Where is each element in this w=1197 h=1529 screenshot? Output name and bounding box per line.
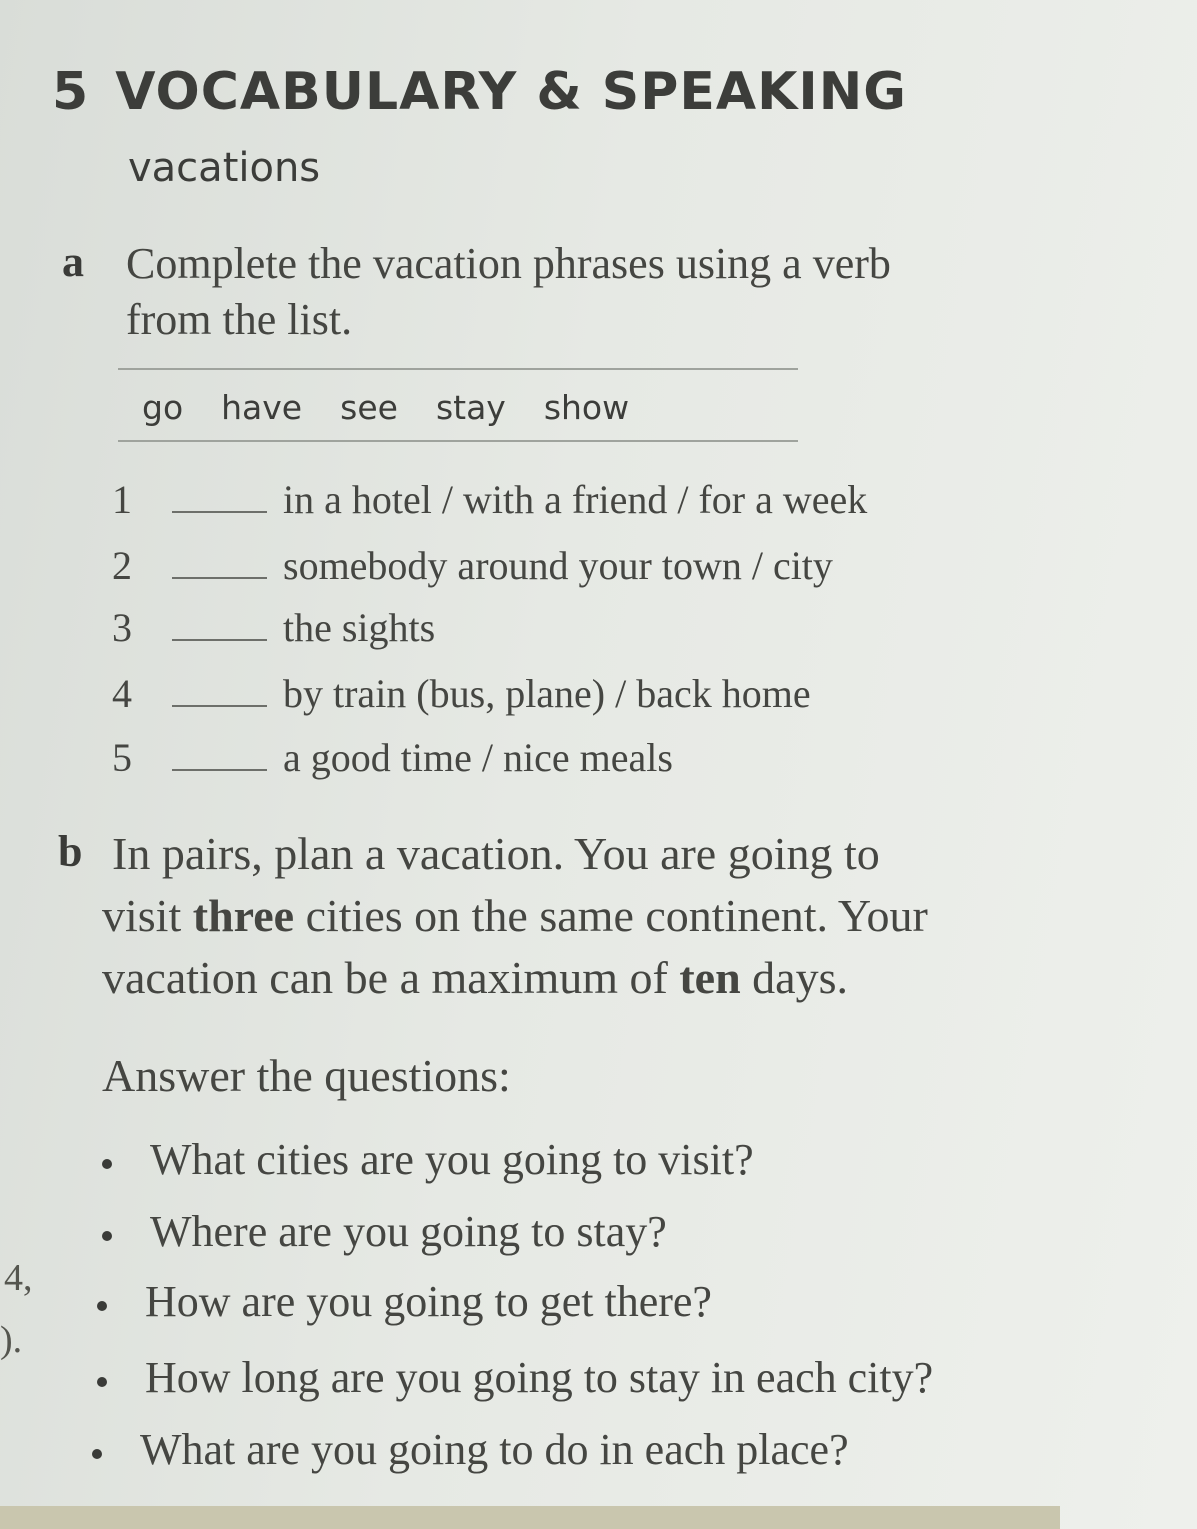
exercise-a-instruction-line1: Complete the vacation phrases using a verb bbox=[126, 239, 891, 288]
item-number: 1 bbox=[112, 477, 132, 522]
bullet-icon bbox=[102, 1231, 112, 1241]
question-item bbox=[102, 1206, 667, 1257]
question-text: How are you going to get there? bbox=[145, 1277, 712, 1326]
answer-blank[interactable] bbox=[172, 701, 267, 707]
word-box bbox=[142, 388, 667, 427]
exercise-a-instruction-line2: from the list. bbox=[126, 295, 353, 344]
word-see: see bbox=[340, 388, 398, 427]
item-number: 5 bbox=[112, 735, 132, 780]
page-bottom-edge bbox=[0, 1506, 1060, 1529]
handwritten-margin-mark: ). bbox=[0, 1319, 23, 1361]
item-text: by train (bus, plane) / back home bbox=[283, 671, 811, 716]
answer-questions-heading: Answer the questions: bbox=[102, 1050, 511, 1101]
section-heading bbox=[52, 62, 907, 122]
exercise-b-line2-post: cities on the same continent. Your bbox=[294, 890, 928, 941]
item-text: a good time / nice meals bbox=[283, 735, 673, 780]
question-item bbox=[97, 1276, 712, 1327]
exercise-b-line1: In pairs, plan a vacation. You are going to bbox=[112, 828, 880, 879]
word-stay: stay bbox=[435, 388, 506, 427]
word-show: show bbox=[543, 388, 630, 427]
item-number: 3 bbox=[112, 605, 132, 650]
emphasis-three: three bbox=[192, 890, 295, 941]
item-number: 2 bbox=[112, 543, 132, 588]
bullet-icon bbox=[92, 1449, 102, 1459]
answer-blank[interactable] bbox=[172, 635, 267, 641]
word-box-top-rule bbox=[118, 368, 798, 370]
answer-blank[interactable] bbox=[172, 573, 267, 579]
phrase-item bbox=[112, 476, 867, 526]
answer-blank[interactable] bbox=[172, 507, 267, 513]
exercise-b-letter: b bbox=[58, 827, 83, 876]
phrase-item bbox=[112, 670, 811, 720]
item-text: somebody around your town / city bbox=[283, 543, 833, 588]
question-text: What are you going to do in each place? bbox=[140, 1425, 849, 1474]
question-item bbox=[102, 1134, 754, 1185]
exercise-b-line3-post: days. bbox=[740, 952, 848, 1003]
item-text: the sights bbox=[283, 605, 436, 650]
section-title: VOCABULARY & SPEAKING bbox=[115, 62, 907, 122]
item-text: in a hotel / with a friend / for a week bbox=[283, 477, 868, 522]
question-text: How long are you going to stay in each city? bbox=[145, 1353, 934, 1402]
answer-blank[interactable] bbox=[172, 765, 267, 771]
word-have: have bbox=[221, 388, 303, 427]
phrase-item bbox=[112, 542, 833, 592]
phrase-item bbox=[112, 734, 673, 784]
item-number: 4 bbox=[112, 671, 132, 716]
phrase-item bbox=[112, 604, 435, 654]
emphasis-ten: ten bbox=[679, 952, 741, 1003]
word-box-bottom-rule bbox=[118, 440, 798, 442]
handwritten-margin-mark: 4, bbox=[4, 1257, 33, 1299]
exercise-a-letter: a bbox=[62, 237, 84, 286]
exercise-b-line2-pre: visit bbox=[102, 890, 193, 941]
question-item bbox=[92, 1424, 849, 1475]
bullet-icon bbox=[102, 1159, 112, 1169]
exercise-b-line3 bbox=[102, 950, 848, 1006]
exercise-b-line2 bbox=[102, 888, 928, 944]
question-item bbox=[97, 1352, 933, 1403]
bullet-icon bbox=[97, 1377, 107, 1387]
exercise-b-line3-pre: vacation can be a maximum of bbox=[102, 952, 680, 1003]
question-text: Where are you going to stay? bbox=[150, 1207, 667, 1256]
section-number: 5 bbox=[52, 62, 90, 122]
section-subtitle: vacations bbox=[128, 145, 321, 191]
bullet-icon bbox=[97, 1301, 107, 1311]
question-text: What cities are you going to visit? bbox=[150, 1135, 754, 1184]
word-go: go bbox=[142, 388, 184, 427]
